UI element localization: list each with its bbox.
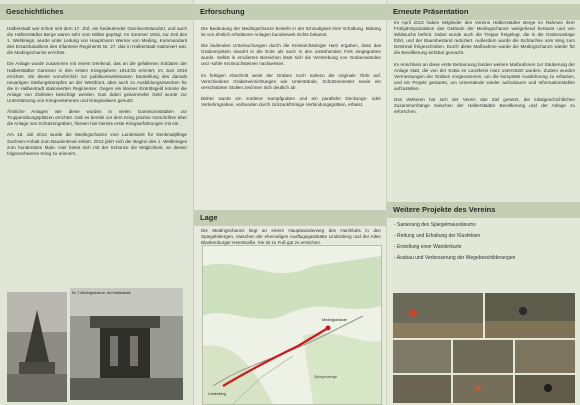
presentation-paragraph-2: Im Anschluss an diese erste Beräumung fanden weitere Maßnahmen zur Säuberung der Anlage statt, die von der KoBa im Landkreis Harz unterstützt wurden. Zudem wurden Vermessungen der Gräben vorgenommen, um die komplette Ausdehnung zu erfassen, und ein Projekt gestartet, um Unterstände wieder aufzubauen und Informationstafeln aufzustellen. <box>394 61 575 91</box>
project-item: - Rettung und Erhaltung der Klusfelsen <box>394 233 481 240</box>
history-paragraph-2: Die Anlage wurde zusammen mit einem Denkmal, das an die gefallenen Soldaten der Halberstädter Garnison in den ersten Kriegsjahren 1914/15 erinnert, im Juni 1916 errichtet. Sie diente vornehmlich zur publikumswirksamen Darstellung des damals neuartigen Stellungskampfes an der Westfront, aber auch zu Ausbildungszwecken für die in Halberstadt stationierten Regimenter. Gegen ein kleines Eintrittsgeld konnte die Anlage von Zivilisten besichtigt werden. Das dabei gesammelte Geld wurde zur Unterstützung von Kriegsveteranen und Kriegswitwen genutzt. <box>7 61 187 104</box>
project-item: - Erstellung einer Wanderkarte <box>394 244 462 251</box>
projects-list <box>394 222 575 266</box>
panel-erneute-praesentation <box>386 0 580 405</box>
panel-title-weitere-projekte: Weitere Projekte des Vereins <box>387 202 580 218</box>
panel-title-lage: Lage <box>194 210 387 226</box>
location-map <box>202 245 382 405</box>
panel-title-erneute-praesentation: Erneute Präsentation <box>387 4 580 20</box>
research-text <box>201 26 381 113</box>
research-paragraph-3: Im felsigen Abschnitt weist der Graben noch nahezu die originale Tiefe auf. Verschiedene Grabeneinrichtungen wie Unterstände, Schützennester sowie ein verschütteter Stollen zeichnen sich deutlich ab. <box>201 72 381 90</box>
panel-title-geschichtliches: Geschichtliches <box>0 4 193 20</box>
panel-geschichtliches <box>0 0 193 405</box>
project-item: - Sanierung des Spiegelmausoleums <box>394 222 476 228</box>
cleanup-photo-collage <box>393 293 575 403</box>
presentation-paragraph-1: Im April 2013 haben Mitglieder des Vereins Halberstädter Berge im Rahmen ihrer Frühjahrsputzaktion das Gelände der Medingschanze weitgehend beräumt und von Wildwuchs befreit. Dabei wurde auch die Treppe freigelegt, die in die Grabenanlage führt, und der Baumbestand reduziert. Außerdem wurde die Sichtachse vom Weg zum Denkmal freigeschnitten. Durch diese Maßnahme wurde die Medingschanze wieder für die Bevölkerung sichtbar gemacht. <box>394 20 575 56</box>
history-paragraph-3: Ähnliche Anlagen wie diese wurden in vielen Garnisonsstädten zur Truppenübungsplätzen errichtet. Gab es bereits vor dem Krieg präzise Vorschriften über die Anlage von Schützengräben, flossen hier bereits erste Kriegserfahrungen mit ein. <box>7 109 187 127</box>
research-paragraph-1: Die Bedeutung der Medingschanze besteht in der Einmaligkeit ihrer Erhaltung. Bislang ist von ähnlich erhaltenen Anlagen bundesweit nichts bekannt. <box>201 26 381 38</box>
panel-title-erforschung: Erforschung <box>194 4 387 20</box>
history-paragraph-1: Halberstadt war schon seit dem 17. Jhd. ein bedeutender Garnisonsstandort, und auch die Halberstädter Berge waren sehr vom Militär geprägt. Im Sommer 1916, zur Zeit des 1. Weltkriegs, wurde unter Leitung von Hauptmann Werner von Meding, Kommandant des Ersatzbataillons des Infanterie Regiments Nr. 27, das in Halberstadt stationiert war, die Medingschanze errichtet. <box>7 26 187 56</box>
project-item: - Ausbau und Verbesserung der Wegebeschilderungen <box>394 255 516 262</box>
research-paragraph-2: Die laufenden Untersuchungen durch die Kreisarchäologie Harz ergaben, dass das Grabensystem sowohl in die Erde als auch in den anstehenden Fels eingegraben wurde. Selbst in erodierten Bereichen lässt sich die Verstrebung von Grabenwänden und -sohle mit Bruchsteinen nachweisen. <box>201 43 381 67</box>
photo-caption: Nr. 2 Medingschanze, bei Halberstadt <box>72 291 131 295</box>
presentation-text <box>394 20 575 120</box>
historic-trench-photo <box>70 288 183 400</box>
presentation-paragraph-3: Des Weiteren hat sich der Verein das Ziel gesetzt, die lokalgeschichtlichen Zusammenhänge zwischen der Halberstädter Bevölkerung und der Anlage zu erforschen. <box>394 97 575 115</box>
map-label-lindenberg: Lindenberg <box>208 392 226 396</box>
map-label-medingschanze: Medingschanze <box>322 318 348 322</box>
monument-photo <box>7 292 67 402</box>
location-text: Die Medingschanze liegt an einem Hauptwanderweg des Harzklubs in den Spiegelsbergen, zwischen der ehemaligen Ausflugsgaststätte Lindenberg und der Alten Blankenburger Heerstraße. Sie ist zu Fuß gut zu erreichen. <box>201 228 381 246</box>
map-label-spiegelsberge: Spiegelsberge <box>314 375 337 379</box>
history-text <box>7 26 187 162</box>
panel-erforschung <box>193 0 387 405</box>
history-paragraph-4: Am 18. Juli 2014 wurde die Medingschanze vom Landesamt für Denkmalpflege Sachsen-Anhalt zum Baudenkmal erklärt. 2014 jährt sich der Beginn des 1. Weltkrieges zum hundertsten Male. Hier bietet sich mit der Schanze die Möglichkeit, an diesen folgenschweren Krieg zu erinnern. <box>7 132 187 156</box>
research-paragraph-4: Bisher wurde ein vorderer Kampfgraben und ein paralleler Deckungs- oder Verkehrsgraben, verbunden durch zickzackförmige Verbindungsgräben, erfasst. <box>201 95 381 107</box>
